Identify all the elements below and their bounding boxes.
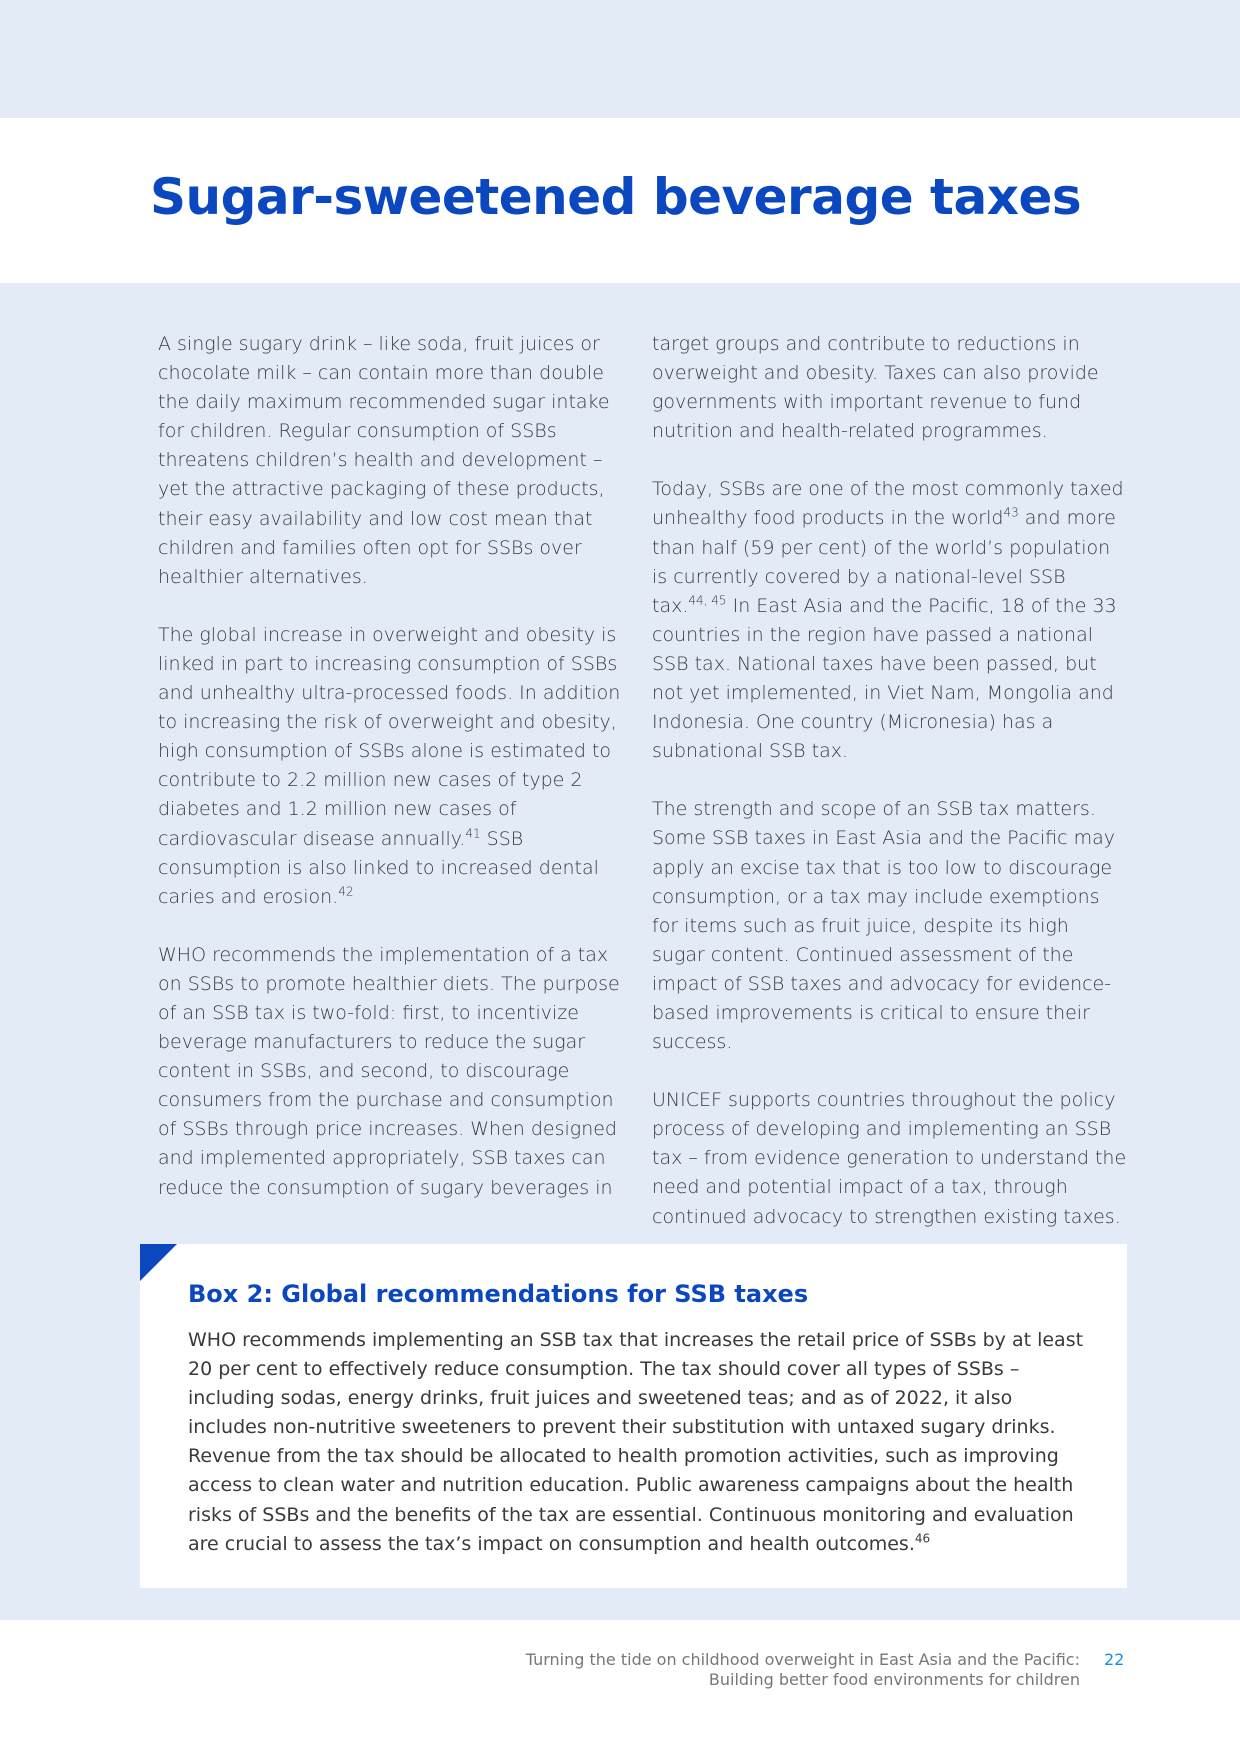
paragraph <box>652 475 1127 766</box>
corner-triangle-decoration <box>140 1244 177 1281</box>
footer-line: Turning the tide on childhood overweight in East Asia and the Pacific: <box>525 1650 1080 1669</box>
footnote-ref: 42 <box>338 884 354 899</box>
recommendations-box <box>140 1244 1127 1588</box>
paragraph: UNICEF supports countries throughout the policy process of developing and implementing an SSB tax – from evidence generation to understand the need and potential impact of a tax, through continued advocacy to strengthen existing taxes. <box>652 1089 1127 1228</box>
paragraph: The strength and scope of an SSB tax matters. Some SSB taxes in East Asia and the Pacific may apply an excise tax that is too low to discourage consumption, or a tax may include exemptions for items such as fruit juice, despite its high sugar content. Continued assessment of the impact of SSB taxes and advocacy for evidence-based improvements is critical to ensure their success. <box>652 798 1115 1054</box>
top-band <box>0 0 1240 118</box>
footnote-ref: 44, 45 <box>688 593 727 608</box>
page-number: 22 <box>1104 1650 1125 1669</box>
paragraph-text: Today, SSBs are one of the most commonly taxed unhealthy food products in the world <box>652 478 1124 530</box>
paragraph: target groups and contribute to reductions in overweight and obesity. Taxes can also provide governments with important revenue to fund nutrition and health-related programmes. <box>652 333 1099 443</box>
paragraph-text: In East Asia and the Pacific, 18 of the 33 countries in the region have passed a national SSB tax. National taxes have been passed, but not yet implemented, in Viet Nam, Mongolia and Indonesia. One country (Micronesia) has a subnational SSB tax. <box>652 594 1117 763</box>
paragraph <box>158 621 623 912</box>
paragraph: A single sugary drink – like soda, fruit juices or chocolate milk – can contain more than double the daily maximum recommended sugar intake for children. Regular consumption of SSBs threatens children’s health and development – yet the attractive packaging of these products, their easy availability and low cost mean that children and families often opt for SSBs over healthier alternatives. <box>158 333 610 588</box>
paragraph-text: SSB consumption is also linked to increased dental caries and erosion. <box>158 827 599 908</box>
box-title: Box 2: Global recommendations for SSB taxes <box>188 1280 809 1308</box>
box-text <box>188 1326 1093 1559</box>
footnote-ref: 43 <box>1003 506 1019 521</box>
box-paragraph: WHO recommends implementing an SSB tax that increases the retail price of SSBs by at least 20 per cent to effectively reduce consumption. The tax should cover all types of SSBs – including sodas, energy drinks, fruit juices and sweetened teas; and as of 2022, it also includes non-nutritive sweeteners to prevent their substitution with untaxed sugary drinks. Revenue from the tax should be allocated to health promotion activities, such as improving access to clean water and nutrition education. Public awareness campaigns about the health risks of SSBs and the benefits of the tax are essential. Continuous monitoring and evaluation are crucial to assess the tax’s impact on consumption and health outcomes. <box>188 1329 1084 1555</box>
footnote-ref: 41 <box>465 826 481 841</box>
footer-line: Building better food environments for children <box>708 1670 1080 1689</box>
right-column <box>652 330 1127 1261</box>
page-title: Sugar-sweetened beverage taxes <box>150 168 1082 226</box>
paragraph-text: The global increase in overweight and obesity is linked in part to increasing consumption of SSBs and unhealthy ultra-processed foods. In addition to increasing the risk of overweight and obesity, high consumption of SSBs alone is estimated to contribute to 2.2 million new cases of type 2 diabetes and 1.2 million new cases of cardiovascular disease annually. <box>158 623 621 850</box>
footer-publication-title <box>526 1650 1080 1690</box>
paragraph: WHO recommends the implementation of a tax on SSBs to promote healthier diets. The purpose of an SSB tax is two-fold: first, to incentivize beverage manufacturers to reduce the sugar content in SSBs, and second, to discourage consumers from the purchase and consumption of SSBs through price increases. When designed and implemented appropriately, SSB taxes can reduce the consumption of sugary beverages in <box>158 943 620 1199</box>
footnote-ref: 46 <box>914 1531 931 1546</box>
left-column <box>158 330 623 1232</box>
paragraph-text: and more than half (59 per cent) of the world’s population is currently covered by a national-level SSB tax. <box>652 507 1116 617</box>
